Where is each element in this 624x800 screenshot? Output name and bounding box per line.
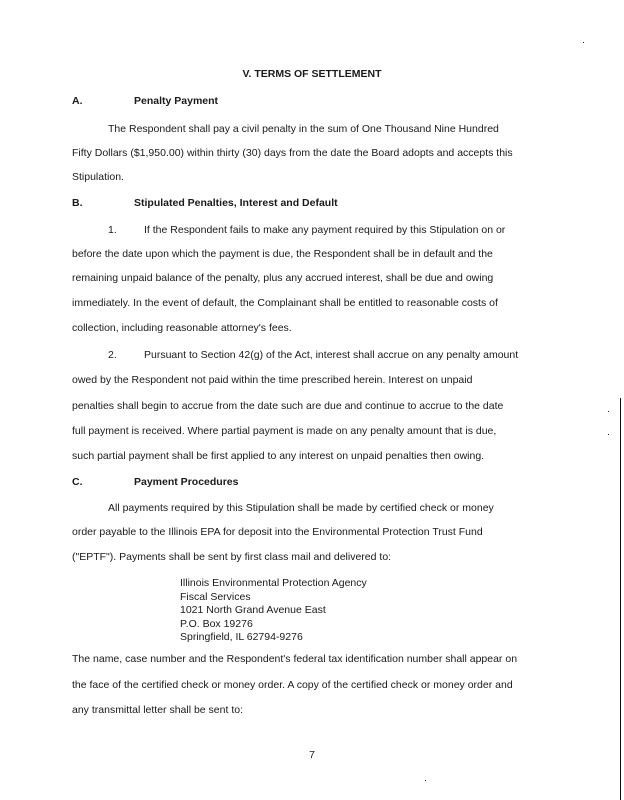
mailing-address (180, 577, 367, 645)
section-b-p1-line: collection, including reasonable attorney's fees. (72, 322, 292, 334)
section-c-after-line: any transmittal letter shall be sent to: (72, 704, 243, 716)
section-c-line: ("EPTF"). Payments shall be sent by first class mail and delivered to: (72, 551, 392, 563)
section-a-line: Stipulation. (72, 171, 124, 183)
section-b-p2-line: Pursuant to Section 42(g) of the Act, interest shall accrue on any penalty amount (144, 349, 519, 361)
scan-dot (583, 42, 584, 43)
section-c-after-line: The name, case number and the Respondent's federal tax identification number shall appear on (72, 653, 518, 665)
scan-dot (425, 780, 426, 781)
section-a-line: The Respondent shall pay a civil penalty in the sum of One Thousand Nine Hundred (108, 123, 499, 135)
address-line: Fiscal Services (180, 590, 251, 603)
section-c-heading: Payment Procedures (134, 476, 239, 488)
address-line: Springfield, IL 62794-9276 (180, 631, 303, 643)
section-b-p2-line: owed by the Respondent not paid within the time prescribed herein. Interest on unpaid (72, 374, 473, 386)
section-c-line: All payments required by this Stipulation shall be made by certified check or money (108, 502, 494, 514)
section-c-after-line: the face of the certified check or money order. A copy of the certified check or money order and (72, 679, 513, 691)
section-b-heading: Stipulated Penalties, Interest and Default (134, 197, 338, 209)
address-line: Illinois Environmental Protection Agency (180, 577, 367, 589)
section-b-p1-line: immediately. In the event of default, the Complainant shall be entitled to reasonable costs of (72, 297, 498, 309)
section-b-p1-line: If the Respondent fails to make any payment required by this Stipulation on or (144, 224, 506, 236)
section-a-heading: Penalty Payment (134, 95, 219, 107)
section-a-line: Fifty Dollars ($1,950.00) within thirty (30) days from the date the Board adopts and accepts this (72, 147, 513, 159)
paragraph-number: 2. (108, 349, 117, 361)
section-b-p2-line: such partial payment shall be first applied to any interest on unpaid penalties then owing. (72, 450, 485, 462)
section-a-letter: A. (72, 95, 83, 107)
section-b-p2-line: penalties shall begin to accrue from the date such are due and continue to accrue to the date (72, 400, 504, 412)
address-line: 1021 North Grand Avenue East (180, 604, 326, 616)
scan-dot (608, 411, 609, 412)
paragraph-number: 1. (108, 224, 117, 236)
scan-edge-line (620, 398, 621, 800)
section-title: V. TERMS OF SETTLEMENT (242, 68, 382, 80)
section-b-p1-line: remaining unpaid balance of the penalty, plus any accrued interest, shall be due and owing (72, 272, 494, 284)
section-b-p2-line: full payment is received. Where partial payment is made on any penalty amount that is due, (72, 425, 497, 437)
scan-dot (608, 434, 609, 435)
page-number: 7 (309, 749, 315, 761)
address-line: P.O. Box 19276 (180, 617, 253, 630)
section-b-p1-line: before the date upon which the payment is due, the Respondent shall be in default and the (72, 248, 493, 260)
section-b-letter: B. (72, 197, 83, 209)
section-c-letter: C. (72, 476, 83, 488)
section-c-line: order payable to the Illinois EPA for deposit into the Environmental Protection Trust Fund (72, 526, 483, 538)
